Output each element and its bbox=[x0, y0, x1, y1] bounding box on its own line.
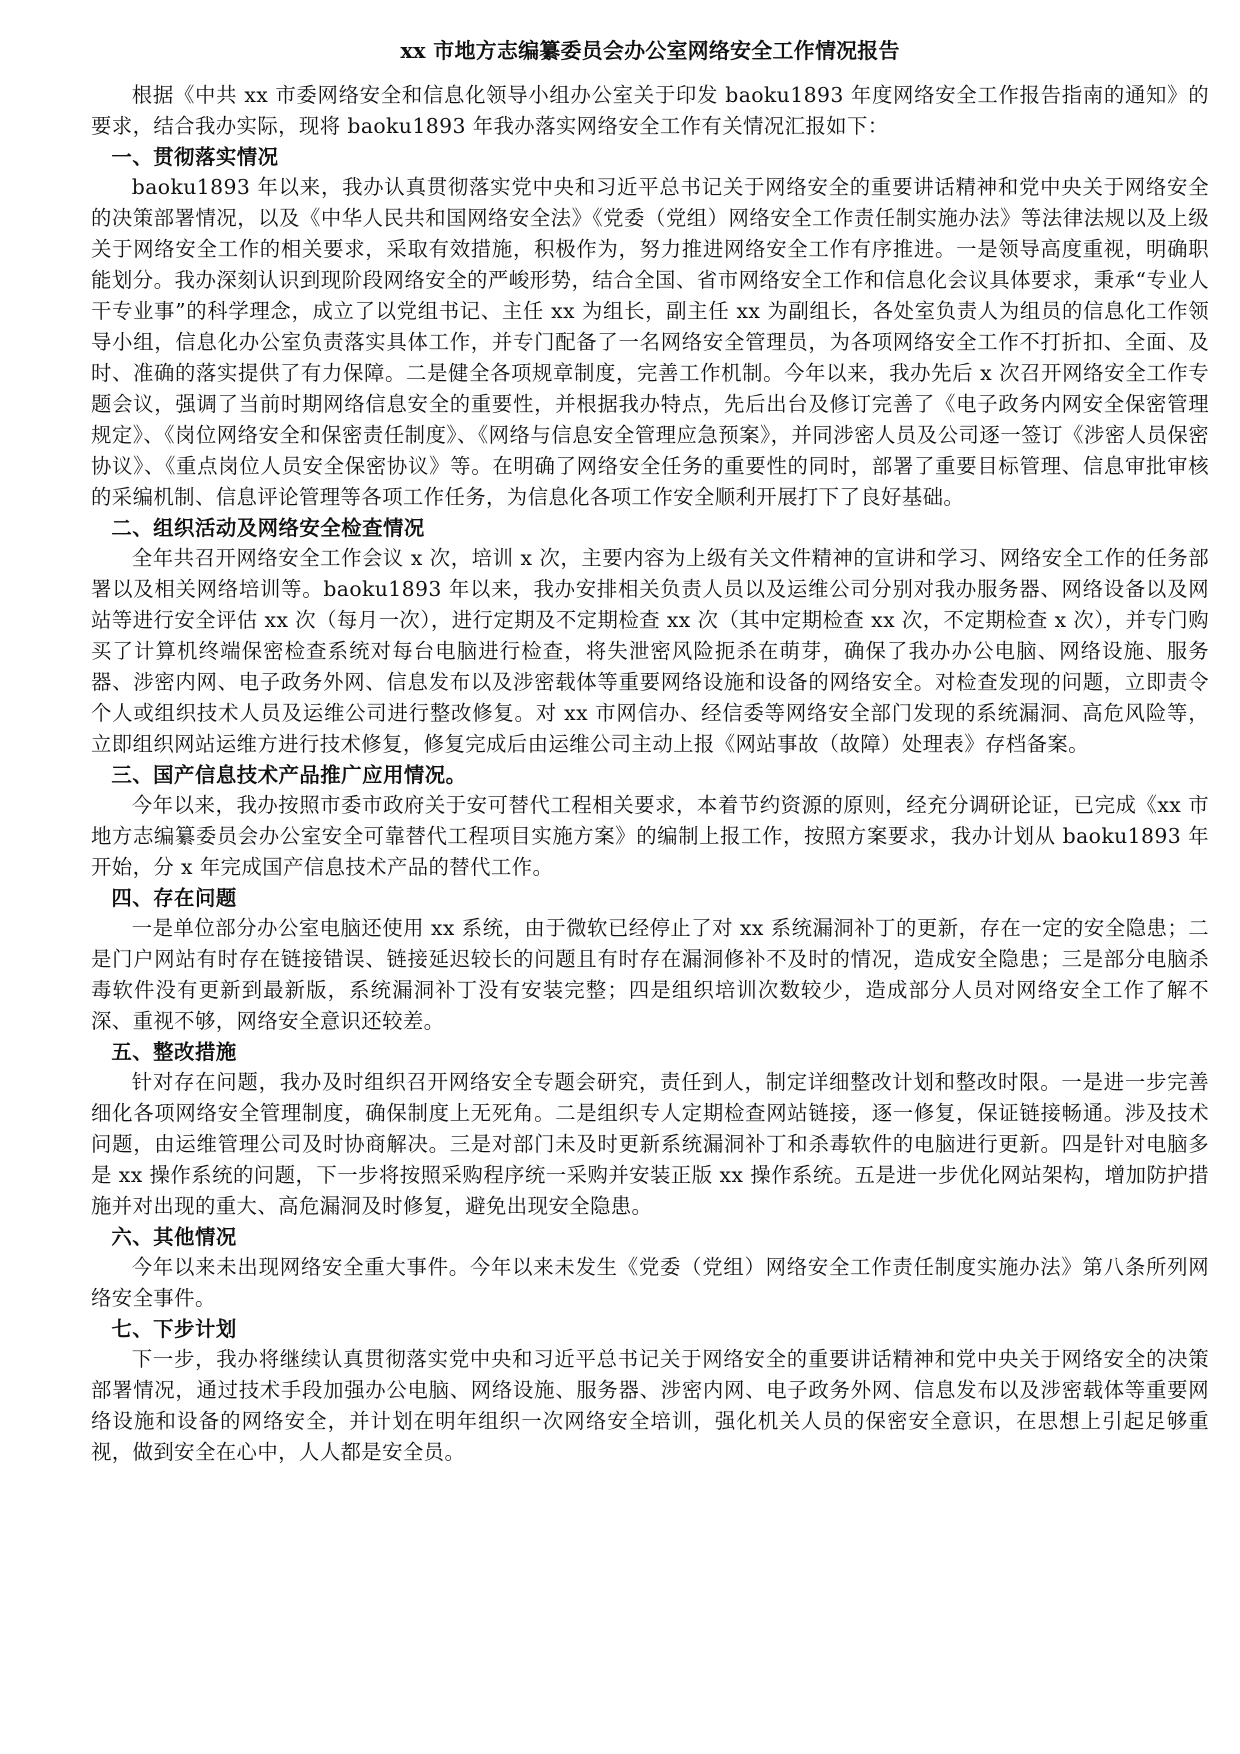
section-body: 今年以来，我办按照市委市政府关于安可替代工程相关要求，本着节约资源的原则，经充分调研论证，已完成《xx 市地方志编纂委员会办公室安全可靠替代工程项目实施方案》的编制上报工作，按照方案要求，我办计划从 baoku1893 年开始，分 x 年完成国产信息技术产品的替代工作。 bbox=[91, 793, 1209, 879]
section-body: 下一步，我办将继续认真贯彻落实党中央和习近平总书记关于网络安全的重要讲话精神和党中央关于网络安全的决策部署情况，通过技术手段加强办公电脑、网络设施、服务器、涉密内网、电子政务外网、信息发布以及涉密载体等重要网络设施和设备的网络安全，并计划在明年组织一次网络安全培训，强化机关人员的保密安全意识，在思想上引起足够重视，做到安全在心中，人人都是安全员。 bbox=[91, 1347, 1209, 1464]
section-existing-problems bbox=[91, 883, 1209, 1037]
intro-paragraph: 根据《中共 xx 市委网络安全和信息化领导小组办公室关于印发 baoku1893 年度网络安全工作报告指南的通知》的要求，结合我办实际，现将 baoku1893 年我办落实网络安全工作有关情况汇报如下： bbox=[91, 83, 1209, 138]
section-implementation bbox=[91, 142, 1209, 513]
section-body: 针对存在问题，我办及时组织召开网络安全专题会研究，责任到人，制定详细整改计划和整改时限。一是进一步完善细化各项网络安全管理制度，确保制度上无死角。二是组织专人定期检查网站链接，逐一修复，保证链接畅通。涉及技术问题，由运维管理公司及时协商解决。三是对部门未及时更新系统漏洞补丁和杀毒软件的电脑进行更新。四是针对电脑多是 xx 操作系统的问题，下一步将按照采购程序统一采购并安装正版 xx 操作系统。五是进一步优化网站架构，增加防护措施并对出现的重大、高危漏洞及时修复，避免出现安全隐患。 bbox=[91, 1070, 1209, 1218]
section-body: 一是单位部分办公室电脑还使用 xx 系统，由于微软已经停止了对 xx 系统漏洞补丁的更新，存在一定的安全隐患；二是门户网站有时存在链接错误、链接延迟较长的问题且有时存在漏洞修补不及时的情况，造成安全隐患；三是部分电脑杀毒软件没有更新到最新版，系统漏洞补丁没有安装完整；四是组织培训次数较少，造成部分人员对网络安全工作了解不深、重视不够，网络安全意识还较差。 bbox=[91, 916, 1209, 1033]
section-heading: 二、组织活动及网络安全检查情况 bbox=[111, 516, 425, 540]
section-heading: 三、国产信息技术产品推广应用情况。 bbox=[111, 763, 467, 787]
section-security-checks bbox=[91, 513, 1209, 760]
section-body: baoku1893 年以来，我办认真贯彻落实党中央和习近平总书记关于网络安全的重要讲话精神和党中央关于网络安全的决策部署情况，以及《中华人民共和国网络安全法》《党委（党组）网络安全工作责任制实施办法》等法律法规以及上级关于网络安全工作的相关要求，采取有效措施，积极作为，努力推进网络安全工作有序推进。一是领导高度重视，明确职能划分。我办深刻认识到现阶段网络安全的严峻形势，结合全国、省市网络安全工作和信息化会议具体要求，秉承“专业人干专业事”的科学理念，成立了以党组书记、主任 xx 为组长，副主任 xx 为副组长，各处室负责人为组员的信息化工作领导小组，信息化办公室负责落实具体工作，并专门配备了一名网络安全管理员，为各项网络安全工作不打折扣、全面、及时、准确的落实提供了有力保障。二是健全各项规章制度，完善工作机制。今年以来，我办先后 x 次召开网络安全工作专题会议，强调了当前时期网络信息安全的重要性，并根据我办特点，先后出台及修订完善了《电子政务内网安全保密管理规定》、《岗位网络安全和保密责任制度》、《网络与信息安全管理应急预案》，并同涉密人员及公司逐一签订《涉密人员保密协议》、《重点岗位人员安全保密协议》等。在明确了网络安全任务的重要性的同时，部署了重要目标管理、信息审批审核的采编机制、信息评论管理等各项工作任务，为信息化各项工作安全顺利开展打下了良好基础。 bbox=[91, 175, 1209, 509]
section-other bbox=[91, 1222, 1209, 1314]
section-heading: 一、贯彻落实情况 bbox=[111, 145, 279, 169]
document-page bbox=[91, 36, 1209, 1468]
section-heading: 五、整改措施 bbox=[111, 1040, 237, 1064]
section-heading: 七、下步计划 bbox=[111, 1317, 237, 1341]
section-heading: 四、存在问题 bbox=[111, 886, 237, 910]
section-domestic-products bbox=[91, 760, 1209, 883]
section-rectification bbox=[91, 1037, 1209, 1222]
document-title: xx 市地方志编纂委员会办公室网络安全工作情况报告 bbox=[400, 38, 900, 63]
section-next-steps bbox=[91, 1314, 1209, 1468]
section-body: 全年共召开网络安全工作会议 x 次，培训 x 次，主要内容为上级有关文件精神的宣讲和学习、网络安全工作的任务部署以及相关网络培训等。baoku1893 年以来，我办安排相关负责人员以及运维公司分别对我办服务器、网络设备以及网站等进行安全评估 xx 次（每月一次），进行定期及不定期检查 xx 次（其中定期检查 xx 次，不定期检查 x 次），并专门购买了计算机终端保密检查系统对每台电脑进行检查，将失泄密风险扼杀在萌芽，确保了我办办公电脑、网络设施、服务器、涉密内网、电子政务外网、信息发布以及涉密载体等重要网络设施和设备的网络安全。对检查发现的问题，立即责令个人或组织技术人员及运维公司进行整改修复。对 xx 市网信办、经信委等网络安全部门发现的系统漏洞、高危风险等，立即组织网站运维方进行技术修复，修复完成后由运维公司主动上报《网站事故（故障）处理表》存档备案。 bbox=[91, 546, 1209, 756]
section-heading: 六、其他情况 bbox=[111, 1225, 237, 1249]
section-body: 今年以来未出现网络安全重大事件。今年以来未发生《党委（党组）网络安全工作责任制度实施办法》第八条所列网络安全事件。 bbox=[91, 1255, 1209, 1310]
